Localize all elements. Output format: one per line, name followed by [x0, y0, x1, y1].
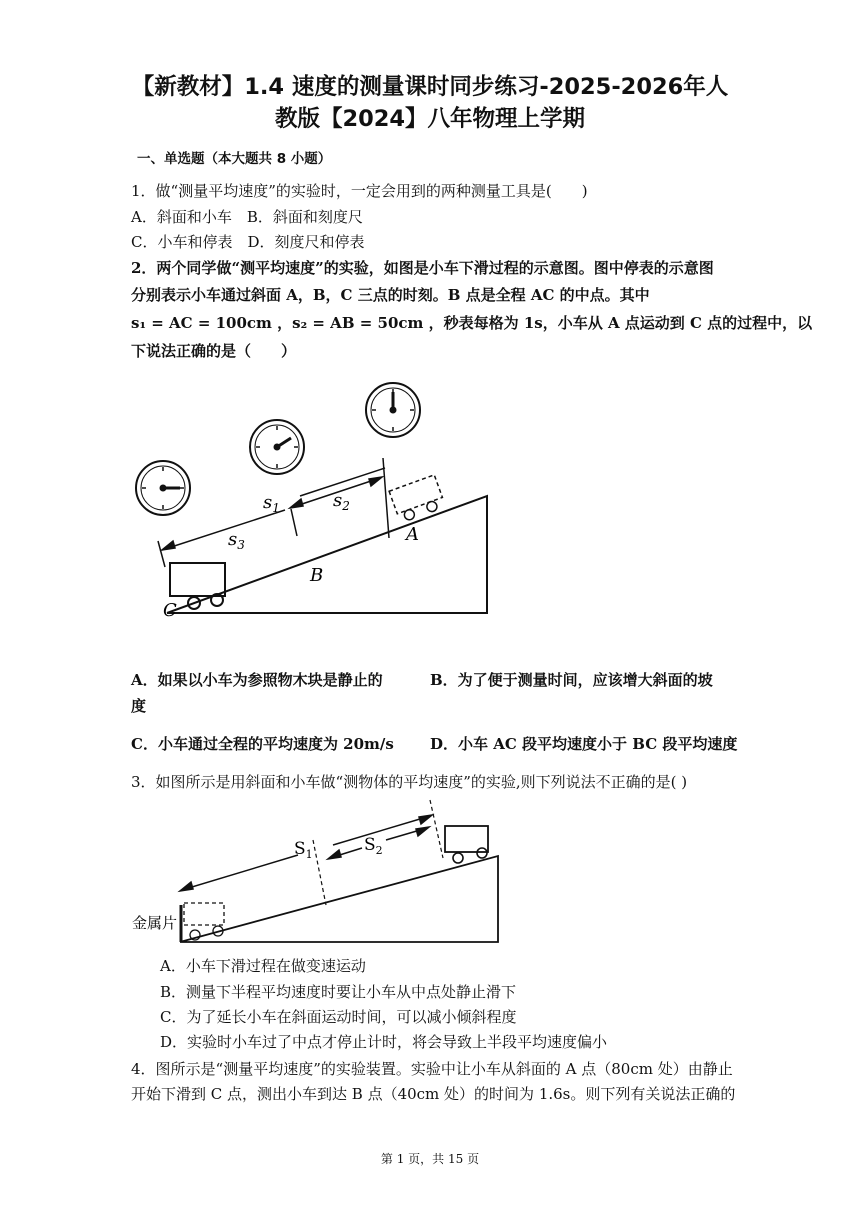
doc-title-line2: 教版【2024】八年物理上学期	[274, 106, 586, 132]
label-s2: $s_2$	[333, 490, 350, 513]
q2-stem-line3: s₁ = AC = 100cm ，s₂ = AB = 50cm ，秒表每格为 1s，小车从 A 点运动到 C 点的过程中，以	[131, 314, 813, 332]
q2-stem-line2: 分别表示小车通过斜面 A，B，C 三点的时刻。B 点是全程 AC 的中点。其中	[131, 286, 650, 304]
q3-option-b: B．测量下半程平均速度时要让小车从中点处静止滑下	[160, 983, 517, 1001]
q2-option-b: B．为了便于测量时间，应该增大斜面的坡	[430, 671, 713, 689]
q3-option-c: C．为了延长小车在斜面运动时间，可以减小倾斜程度	[160, 1008, 517, 1026]
label-a: A	[406, 524, 419, 545]
q2-option-a: A．如果以小车为参照物木块是静止的	[131, 671, 383, 689]
q2-option-c: C．小车通过全程的平均速度为 20m/s	[131, 735, 394, 753]
cart-top	[445, 826, 488, 863]
stopwatch-b-icon	[250, 420, 304, 474]
label-s1: $S_1$	[294, 839, 313, 861]
q2-option-a-cont: 度	[131, 697, 147, 715]
q3-option-d: D．实验时小车过了中点才停止计时，将会导致上半段平均速度偏小	[160, 1033, 608, 1051]
doc-title-line1: 【新教材】1.4 速度的测量课时同步练习-2025-2026年人	[131, 74, 729, 100]
q2-stem-line1: 2．两个同学做“测平均速度”的实验，如图是小车下滑过程的示意图。图中停表的示意图	[131, 259, 714, 277]
q2-stem-line4: 下说法正确的是（ ）	[131, 342, 297, 360]
page-footer: 第 1 页，共 15 页	[380, 1152, 480, 1166]
section-header: 一、单选题（本大题共 8 小题）	[137, 151, 332, 167]
label-b: B	[310, 565, 324, 586]
incline-metal-figure	[130, 800, 505, 950]
q3-option-a: A．小车下滑过程在做变速运动	[160, 957, 366, 975]
q2-option-d: D．小车 AC 段平均速度小于 BC 段平均速度	[430, 735, 738, 753]
label-s2: $S_2$	[364, 835, 383, 857]
q3-stem: 3．如图所示是用斜面和小车做“测物体的平均速度”的实验,则下列说法不正确的是( )	[131, 773, 688, 791]
label-s3: $s_3$	[228, 529, 245, 552]
q4-stem-line1: 4．图所示是“测量平均速度”的实验装置。实验中让小车从斜面的 A 点（80cm 处）由静止	[131, 1060, 733, 1078]
q1-stem: 1．做“测量平均速度”的实验时，一定会用到的两种测量工具是( )	[131, 182, 588, 200]
stopwatch-c-icon	[136, 461, 190, 515]
cart-at-a	[389, 475, 446, 523]
cart-bottom	[184, 903, 224, 940]
label-s1: $s_1$	[263, 492, 280, 515]
stopwatch-a-icon	[366, 383, 420, 437]
q4-stem-line2: 开始下滑到 C 点，测出小车到达 B 点（40cm 处）的时间为 1.6s。则下列有关说法正确的	[131, 1085, 736, 1103]
label-metal: 金属片	[132, 914, 178, 932]
q1-options-cd: C．小车和停表 D．刻度尺和停表	[131, 233, 365, 251]
q1-options-ab: A．斜面和小车 B．斜面和刻度尺	[131, 208, 363, 226]
label-c: C	[163, 600, 177, 621]
incline-stopwatch-figure	[125, 378, 505, 628]
